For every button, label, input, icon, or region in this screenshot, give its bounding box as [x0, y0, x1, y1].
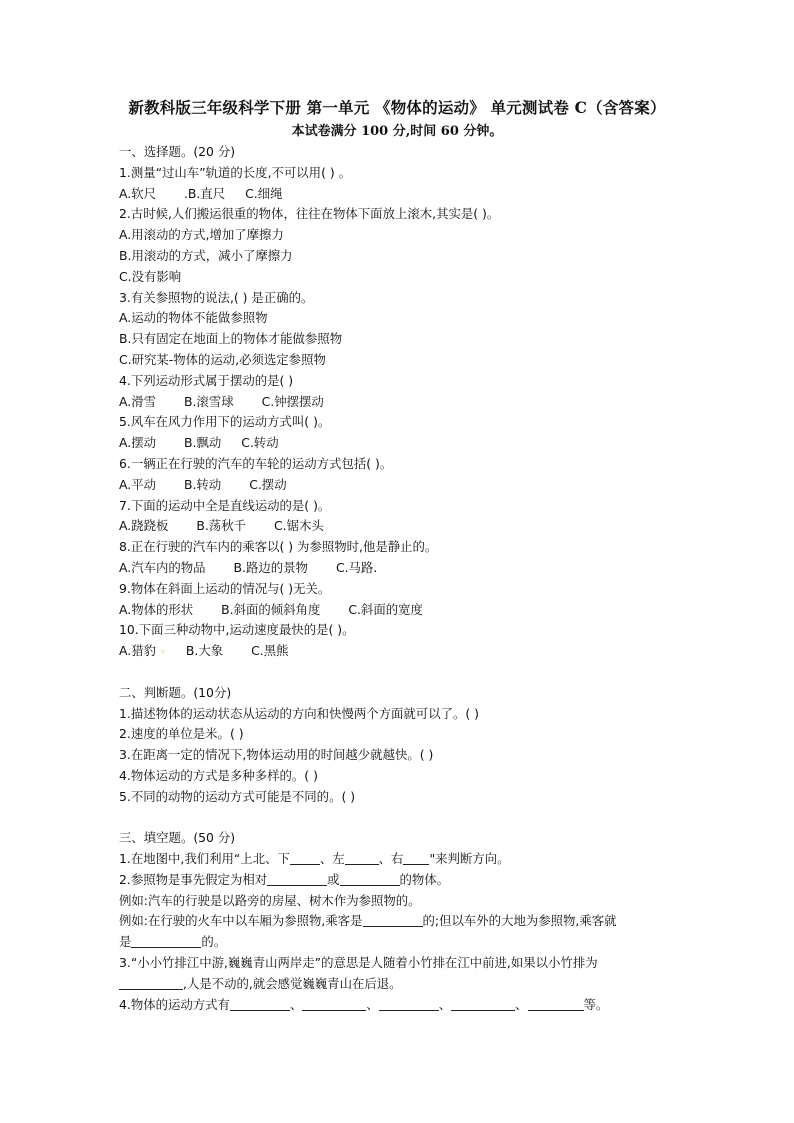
answer-blank[interactable]: [290, 850, 320, 865]
answer-blank[interactable]: [379, 996, 439, 1011]
question-9: 9.物体在斜面上运动的情况与( )无关。: [119, 580, 331, 596]
option-c: C.转动: [241, 435, 279, 451]
question-2: 2.古时候,人们搬运很重的物体，往往在物体下面放上滚木,其实是( )。: [119, 206, 500, 222]
option-2a: A.用滚动的方式,增加了摩擦力: [119, 227, 284, 243]
judge-5: 5.不同的动物的运动方式可能是不同的。( ): [119, 788, 356, 804]
question-8: 8.正在行驶的汽车内的乘客以( ) 为参照物时,他是静止的。: [119, 539, 438, 555]
judge-1: 1.描述物体的运动状态从运动的方向和快慢两个方面就可以了。( ): [119, 705, 479, 721]
section-heading-fill: 三、填空题。(50 分): [119, 830, 236, 846]
answer-blank[interactable]: [363, 912, 423, 927]
option-b: B.滚雪球: [183, 393, 234, 409]
question-4: 4.下列运动形式属于摆动的是( ): [119, 372, 294, 388]
question-10: 10.下面三种动物中,运动速度最快的是( )。: [119, 622, 355, 638]
option-3b: B.只有固定在地面上的物体才能做参照物: [119, 331, 343, 347]
answer-blank[interactable]: [345, 850, 379, 865]
fill-2-example-3: 是 的。: [119, 934, 227, 950]
judge-2: 2.速度的单位是米。( ): [119, 726, 244, 742]
judge-4: 4.物体运动的方式是多种多样的。( ): [119, 767, 318, 783]
options-1: [119, 184, 679, 205]
answer-blank[interactable]: [131, 933, 201, 948]
option-a: A.软尺: [119, 185, 156, 201]
fill-4: 4.物体的运动方式有 、 、 、 、 等。: [119, 996, 609, 1012]
option-c: C.钟摆摆动: [261, 393, 324, 409]
spacer: [119, 662, 679, 683]
option-c: C.斜面的宽度: [348, 601, 423, 617]
option-c: C.马路.: [335, 559, 378, 575]
options-10: [119, 641, 679, 662]
spacer: [119, 808, 679, 829]
stray-mark: ◦: [159, 647, 166, 659]
answer-blank[interactable]: [267, 871, 327, 886]
option-c: C.细绳: [245, 185, 283, 201]
fill-3: 3.“小小竹排江中游,巍巍青山两岸走”的意思是人随着小竹排在江中前进,如果以小竹排为: [119, 955, 598, 971]
options-6: [119, 475, 679, 496]
question-5: 5.风车在风力作用下的运动方式叫( )。: [119, 414, 331, 430]
fill-2: 2.参照物是事先假定为相对 或 的物体。: [119, 871, 450, 887]
section-heading-judge: 二、判断题。(10分): [119, 684, 232, 700]
option-a: A.汽车内的物品: [119, 559, 206, 575]
question-6: 6.一辆正在行驶的汽车的车轮的运动方式包括( )。: [119, 455, 393, 471]
answer-blank[interactable]: [340, 871, 400, 886]
option-a: A.物体的形状: [119, 601, 194, 617]
option-2c: C.没有影响: [119, 268, 182, 284]
option-c: C.黑熊: [251, 643, 289, 659]
document-title: 新教科版三年级科学下册 第一单元 《物体的运动》 单元测试卷 C（含答案）: [128, 98, 666, 117]
answer-blank[interactable]: [528, 996, 584, 1011]
option-a: A.猎豹: [119, 643, 156, 659]
option-3a: A.运动的物体不能做参照物: [119, 310, 268, 326]
option-c: C.锯木头: [274, 518, 324, 534]
option-b: B.大象: [185, 643, 224, 659]
question-1: 1.测量“过山车”轨道的长度,不可以用( ) 。: [119, 164, 352, 180]
option-b: B.荡秋千: [196, 518, 246, 534]
answer-blank[interactable]: [230, 996, 290, 1011]
options-9: [119, 600, 679, 621]
document-subtitle: 本试卷满分 100 分,时间 60 分钟。: [291, 124, 503, 139]
answer-blank[interactable]: [302, 996, 366, 1011]
section-heading-choice: 一、选择题。(20 分): [119, 144, 236, 159]
option-c: C.摆动: [249, 476, 287, 492]
option-b: B.路边的景物: [233, 559, 308, 575]
option-3c: C.研究某-物体的运动,必须选定参照物: [119, 351, 326, 367]
options-4: [119, 392, 679, 413]
options-8: [119, 558, 679, 579]
fill-2-example-1: 例如:汽车的行驶是以路旁的房屋、树木作为参照物的。: [119, 892, 421, 908]
option-a: A.平动: [119, 476, 156, 492]
option-b: B.斜面的倾斜角度: [221, 601, 321, 617]
answer-blank[interactable]: [451, 996, 515, 1011]
fill-2-example-2: 例如:在行驶的火车中以车厢为参照物,乘客是 的;但以车外的大地为参照物,乘客就: [119, 913, 617, 929]
answer-blank[interactable]: [403, 850, 429, 865]
option-a: A.跷跷板: [119, 518, 169, 534]
answer-blank[interactable]: [119, 975, 183, 990]
option-2b: B.用滚动的方式，减小了摩擦力: [119, 247, 293, 263]
option-b: B.转动: [183, 476, 222, 492]
option-b: .B.直尺: [183, 185, 226, 201]
fill-3-cont: ,人是不动的,就会感觉巍巍青山在后退。: [119, 974, 679, 995]
option-a: A.摆动: [119, 435, 156, 451]
exam-body: [119, 142, 679, 1015]
options-7: [119, 516, 679, 537]
question-3: 3.有关参照物的说法,( ) 是正确的。: [119, 289, 314, 305]
question-7: 7.下面的运动中全是直线运动的是( )。: [119, 497, 331, 513]
fill-1: 1.在地图中,我们利用“上北、下 、左 、右 "来判断方向。: [119, 851, 510, 867]
option-b: B.飘动: [183, 435, 222, 451]
judge-3: 3.在距离一定的情况下,物体运动用的时间越少就越快。( ): [119, 747, 434, 763]
option-a: A.滑雪: [119, 393, 156, 409]
options-5: [119, 433, 679, 454]
